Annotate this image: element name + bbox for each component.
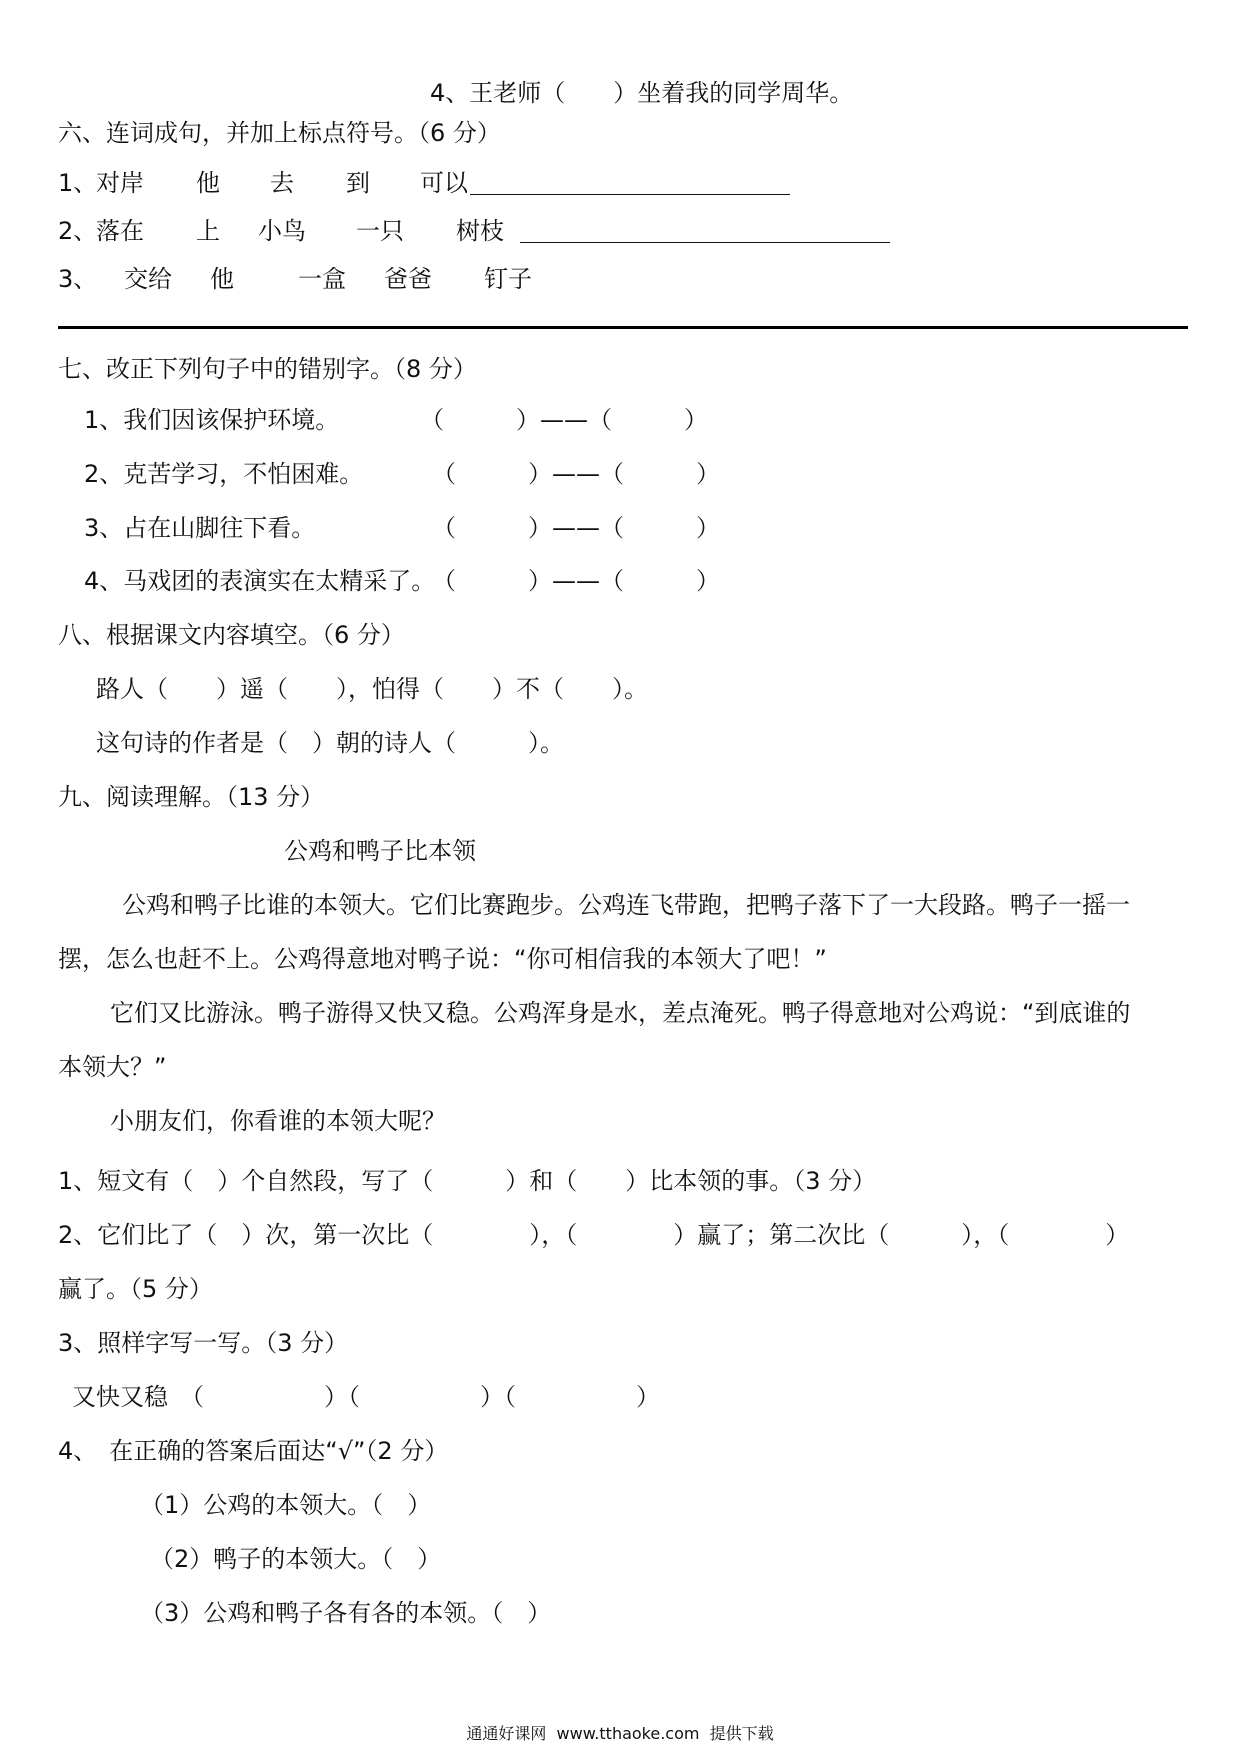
s7-item-3-answer[interactable]: （ ）——（ ） bbox=[432, 514, 720, 542]
s9-question-1[interactable]: 1、短文有（ ）个自然段，写了（ ）和（ ）比本领的事。（3 分） bbox=[58, 1167, 877, 1195]
word: 树枝 bbox=[456, 217, 504, 245]
word: 可以 bbox=[420, 169, 468, 197]
footer-site-name: 通通好课网 bbox=[466, 1724, 547, 1743]
item-number: 2、 bbox=[58, 217, 98, 245]
s9-question-3-heading: 3、照样字写一写。（3 分） bbox=[58, 1329, 349, 1357]
footer-url[interactable]: www.tthaoke.com bbox=[556, 1724, 700, 1743]
s7-item-4-answer[interactable]: （ ）——（ ） bbox=[432, 567, 720, 595]
answer-blank[interactable] bbox=[520, 242, 890, 243]
word: 爸爸 bbox=[384, 265, 432, 293]
item-number: 1、 bbox=[58, 169, 98, 197]
answer-blank[interactable] bbox=[470, 194, 790, 195]
s7-heading: 七、改正下列句子中的错别字。（8 分） bbox=[58, 355, 477, 383]
word: 一只 bbox=[356, 217, 404, 245]
word: 去 bbox=[270, 169, 294, 197]
s7-item-3-text: 3、占在山脚往下看。 bbox=[84, 514, 316, 542]
word: 他 bbox=[196, 169, 220, 197]
passage-paragraph-2-line-2: 本领大？” bbox=[58, 1053, 167, 1081]
word: 对岸 bbox=[96, 169, 144, 197]
page-footer bbox=[0, 1724, 1240, 1744]
word: 他 bbox=[210, 265, 234, 293]
answer-line-bold[interactable] bbox=[58, 326, 1188, 329]
s9-question-3-answer-line[interactable]: 又快又稳 （ ）（ ）（ ） bbox=[72, 1383, 660, 1411]
item-number: 3、 bbox=[58, 265, 98, 293]
s9-question-4-option-2[interactable]: （2）鸭子的本领大。（ ） bbox=[150, 1545, 442, 1573]
word: 交给 bbox=[124, 265, 172, 293]
s8-fill-line-1[interactable]: 路人（ ）遥（ ），怕得（ ）不（ ）。 bbox=[96, 675, 648, 703]
passage-title: 公鸡和鸭子比本领 bbox=[284, 837, 476, 865]
passage-paragraph-1-line-2: 摆，怎么也赶不上。公鸡得意地对鸭子说：“你可相信我的本领大了吧！” bbox=[58, 945, 827, 973]
word: 钉子 bbox=[484, 265, 532, 293]
s9-question-4-option-1[interactable]: （1）公鸡的本领大。（ ） bbox=[140, 1491, 432, 1519]
s8-fill-line-2[interactable]: 这句诗的作者是（ ）朝的诗人（ ）。 bbox=[96, 729, 564, 757]
s9-question-4-option-3[interactable]: （3）公鸡和鸭子各有各的本领。（ ） bbox=[140, 1599, 552, 1627]
s7-item-4-text: 4、马戏团的表演实在太精采了。 bbox=[84, 567, 436, 595]
s9-question-2-line-1[interactable]: 2、它们比了（ ）次，第一次比（ ），（ ）赢了；第二次比（ ），（ ） bbox=[58, 1221, 1130, 1249]
word: 一盒 bbox=[298, 265, 346, 293]
passage-paragraph-1-line-1: 公鸡和鸭子比谁的本领大。它们比赛跑步。公鸡连飞带跑，把鸭子落下了一大段路。鸭子一摇一 bbox=[122, 891, 1130, 919]
word: 到 bbox=[346, 169, 370, 197]
q5-item4: 4、王老师（ ）坐着我的同学周华。 bbox=[430, 79, 854, 107]
footer-note: 提供下载 bbox=[709, 1724, 774, 1743]
s8-heading: 八、根据课文内容填空。（6 分） bbox=[58, 621, 405, 649]
word: 落在 bbox=[96, 217, 144, 245]
passage-paragraph-2-line-1: 它们又比游泳。鸭子游得又快又稳。公鸡浑身是水，差点淹死。鸭子得意地对公鸡说：“到底谁的 bbox=[110, 999, 1131, 1027]
s7-item-1-answer[interactable]: （ ）——（ ） bbox=[420, 406, 708, 434]
word: 上 bbox=[196, 217, 220, 245]
s7-item-1-text: 1、我们因该保护环境。 bbox=[84, 406, 340, 434]
s7-item-2-text: 2、克苦学习，不怕困难。 bbox=[84, 460, 364, 488]
s7-item-2-answer[interactable]: （ ）——（ ） bbox=[432, 460, 720, 488]
s9-heading: 九、阅读理解。（13 分） bbox=[58, 783, 325, 811]
s9-question-4-heading: 4、 在正确的答案后面达“√”（2 分） bbox=[58, 1437, 449, 1465]
word: 小鸟 bbox=[258, 217, 306, 245]
s9-question-2-line-2: 赢了。（5 分） bbox=[58, 1275, 213, 1303]
s6-heading: 六、连词成句，并加上标点符号。（6 分） bbox=[58, 119, 501, 147]
passage-paragraph-3: 小朋友们，你看谁的本领大呢？ bbox=[110, 1107, 446, 1135]
